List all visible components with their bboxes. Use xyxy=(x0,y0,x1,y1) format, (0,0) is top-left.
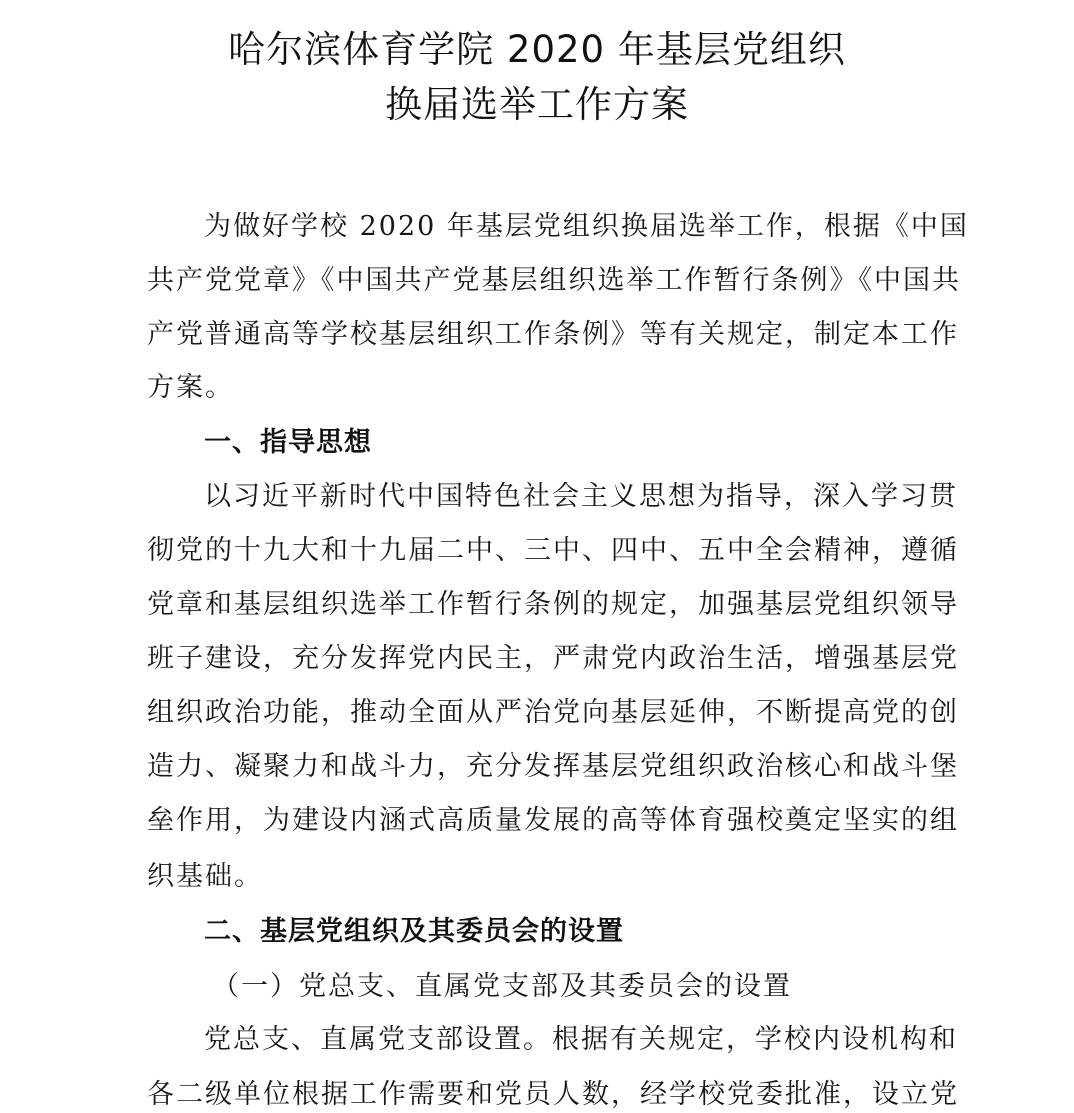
section-1-paragraph-line: 以习近平新时代中国特色社会主义思想为指导，深入学习贯 xyxy=(204,481,958,512)
section-2-paragraph-line: 各二级单位根据工作需要和党员人数，经学校党委批准，设立党 xyxy=(147,1079,959,1110)
intro-line: 为做好学校 2020 年基层党组织换届选举工作，根据《中国 xyxy=(204,211,969,242)
intro-line: 共产党党章》《中国共产党基层组织选举工作暂行条例》《中国共 xyxy=(147,265,961,296)
section-2-heading: 二、基层党组织及其委员会的设置 xyxy=(204,916,624,947)
document-title-line-2: 换届选举工作方案 xyxy=(385,83,689,126)
section-1-paragraph-line: 组织政治功能，推动全面从严治党向基层延伸，不断提高党的创 xyxy=(147,697,959,728)
section-1-paragraph-line: 垒作用，为建设内涵式高质量发展的高等体育强校奠定坚实的组 xyxy=(147,805,959,836)
intro-line: 方案。 xyxy=(147,372,234,403)
intro-line: 产党普通高等学校基层组织工作条例》等有关规定，制定本工作 xyxy=(147,319,959,350)
section-1-paragraph-line: 彻党的十九大和十九届二中、三中、四中、五中全会精神，遵循 xyxy=(147,535,959,566)
section-2-subheading: （一）党总支、直属党支部及其委员会的设置 xyxy=(212,971,792,1002)
section-2-paragraph-line: 党总支、直属党支部设置。根据有关规定，学校内设机构和 xyxy=(204,1024,958,1055)
section-1-paragraph-line: 党章和基层组织选举工作暂行条例的规定，加强基层党组织领导 xyxy=(147,589,959,620)
section-1-heading: 一、指导思想 xyxy=(204,427,372,458)
section-1-paragraph-line: 织基础。 xyxy=(147,861,263,892)
section-1-paragraph-line: 班子建设，充分发挥党内民主，严肃党内政治生活，增强基层党 xyxy=(147,643,959,674)
document-title-line-1: 哈尔滨体育学院 2020 年基层党组织 xyxy=(228,28,846,71)
section-1-paragraph-line: 造力、凝聚力和战斗力，充分发挥基层党组织政治核心和战斗堡 xyxy=(147,751,959,782)
